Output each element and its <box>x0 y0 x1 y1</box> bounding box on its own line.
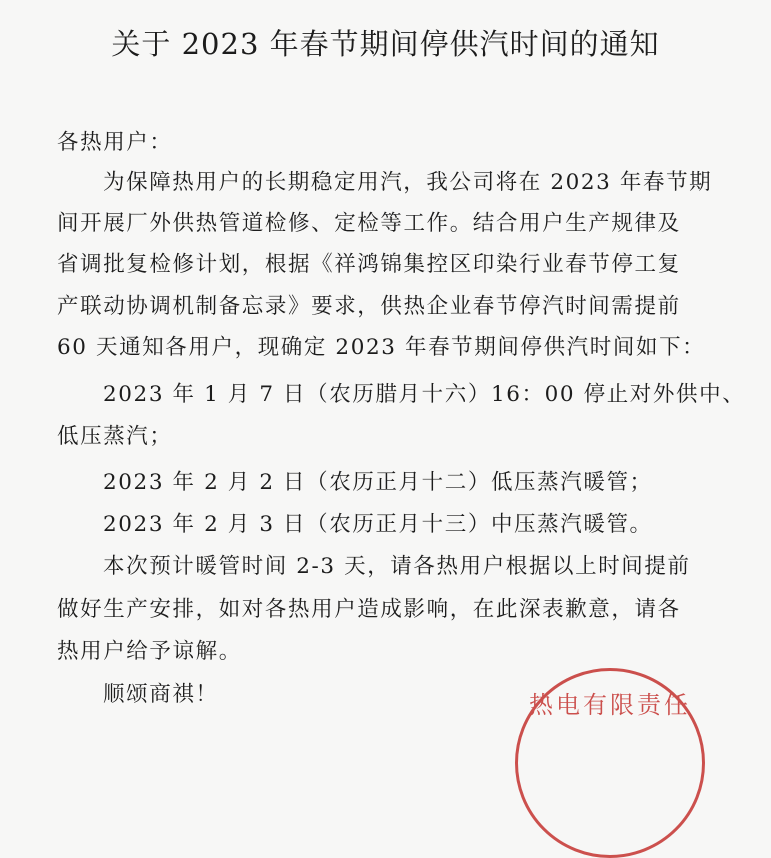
schedule-line-2: 低压蒸汽； <box>57 424 173 449</box>
paragraph2-line-2: 做好生产安排，如对各热用户造成影响，在此深表歉意，请各 <box>57 597 681 622</box>
schedule-line-4: 2023 年 2 月 3 日（农历正月十三）中压蒸汽暖管。 <box>103 512 653 537</box>
schedule-line-3: 2023 年 2 月 2 日（农历正月十二）低压蒸汽暖管； <box>103 470 653 495</box>
notice-title: 关于 2023 年春节期间停供汽时间的通知 <box>111 27 660 61</box>
paragraph1-line-3: 省调批复检修计划，根据《祥鸿锦集控区印染行业春节停工复 <box>57 252 681 277</box>
company-seal-stamp <box>515 668 705 858</box>
closing-line: 顺颂商祺！ <box>103 682 219 707</box>
paragraph1-line-2: 间开展厂外供热管道检修、定检等工作。结合用户生产规律及 <box>57 211 681 236</box>
paragraph1-line-4: 产联动协调机制备忘录》要求，供热企业春节停汽时间需提前 <box>57 294 681 319</box>
paragraph2-line-1: 本次预计暖管时间 2-3 天，请各热用户根据以上时间提前 <box>103 554 691 579</box>
paragraph1-line-1: 为保障热用户的长期稳定用汽，我公司将在 2023 年春节期 <box>103 170 713 195</box>
seal-text: 热电有限责任 <box>529 691 691 719</box>
paragraph2-line-3: 热用户给予谅解。 <box>57 639 242 664</box>
paragraph1-line-5: 60 天通知各用户，现确定 2023 年春节期间停供汽时间如下： <box>57 335 706 360</box>
salutation: 各热用户： <box>57 130 173 155</box>
schedule-line-1: 2023 年 1 月 7 日（农历腊月十六）16：00 停止对外供中、 <box>103 382 746 407</box>
